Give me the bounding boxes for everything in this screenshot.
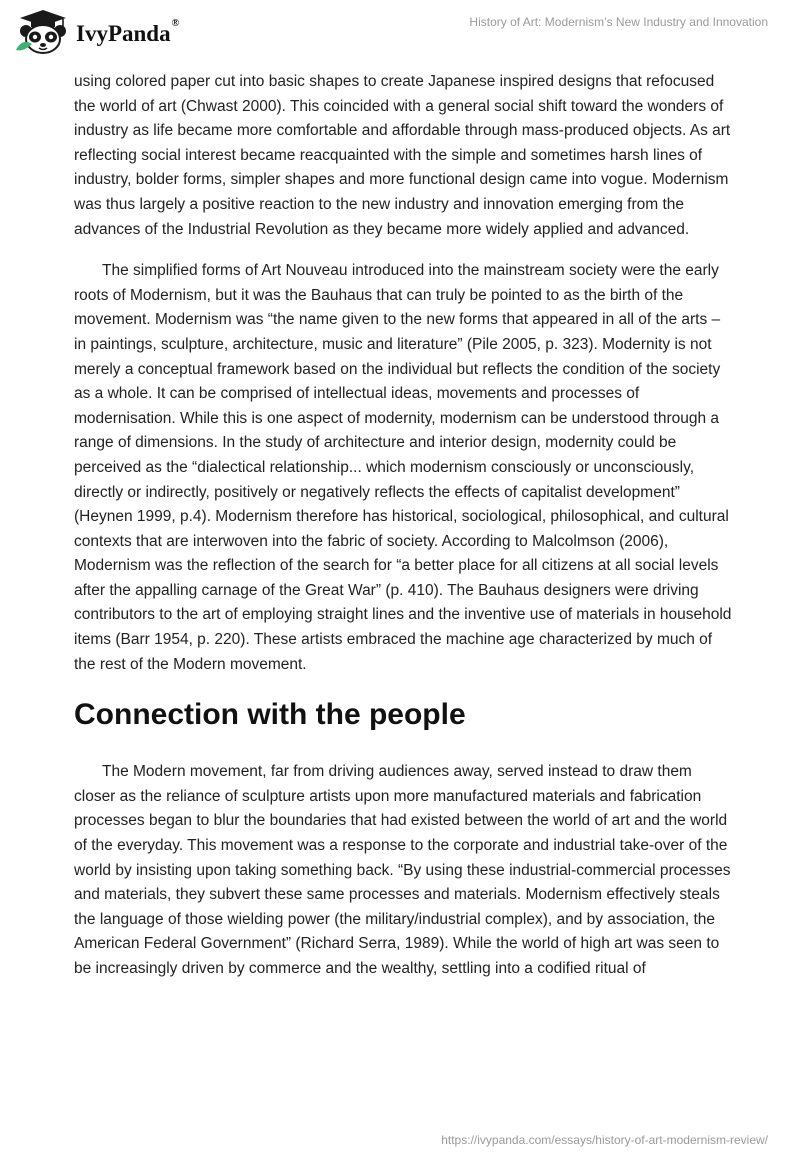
paragraph-2: The simplified forms of Art Nouveau introduced into the mainstream society were the early roots of Modernism, but it was the Bauhaus that can truly be pointed to as the birth of the movement. Modernism was “the name given to the new forms that appeared in all of the arts – in paintings, sculpture, architecture, music and literature” (Pile 2005, p. 323). Modernity is not merely a conceptual framework based on the individual but reflects the condition of the society as a whole. It can be comprised of intellectual ideas, movements and processes of modernisation. While this is one aspect of modernity, modernism can be understood through a range of dimensions. In the study of architecture and interior design, modernity could be perceived as the “dialectical relationship... which modernism consciously or unconsciously, directly or indirectly, positively or negatively reflects the effects of capitalist development” (Heynen 1999, p.4). Modernism therefore has historical, sociological, philosophical, and cultural contexts that are interwoven into the fabric of society. According to Malcolmson (2006), Modernism was the reflection of the search for “a better place for all citizens at all social levels after the appalling carnage of the Great War” (p. 410). The Bauhaus designers were driving contributors to the art of employing straight lines and the inventive use of materials in household items (Barr 1954, p. 220). These artists embraced the machine age characterized by much of the rest of the Modern movement. [74, 262, 732, 673]
page-header [0, 0, 800, 60]
section-heading: Connection with the people [74, 698, 466, 732]
document-title: History of Art: Modernism’s New Industry and Innovation [469, 15, 768, 29]
article-body [74, 70, 734, 999]
brand-name: IvyPanda® [76, 18, 180, 46]
ivypanda-logo[interactable] [14, 8, 179, 56]
panda-graduate-icon [14, 8, 72, 56]
registered-mark: ® [171, 18, 180, 29]
source-url[interactable]: https://ivypanda.com/essays/history-of-art-modernism-review/ [441, 1133, 768, 1147]
paragraph-3: The Modern movement, far from driving audiences away, served instead to draw them closer as the reliance of sculpture artists upon more manufactured materials and fabrication processes began to blur the boundaries that had existed between the world of art and the world of the everyday. This movement was a response to the corporate and industrial take-over of the world by insisting upon taking something back. “By using these industrial-commercial processes and materials, they subvert these same processes and materials. Modernism effectively steals the language of those wielding power (the military/industrial complex), and by association, the American Federal Government” (Richard Serra, 1989). While the world of high art was seen to be increasingly driven by commerce and the wealthy, settling into a codified ritual of [74, 763, 731, 977]
paragraph-1: using colored paper cut into basic shapes to create Japanese inspired designs that refocused the world of art (Chwast 2000). This coincided with a general social shift toward the wonders of industry as life became more comfortable and affordable through mass-produced objects. As art reflecting social interest became reacquainted with the simple and sometimes harsh lines of industry, bolder forms, simpler shapes and more functional design came into vogue. Modernism was thus largely a positive reaction to the new industry and innovation emerging from the advances of the Industrial Revolution as they became more widely applied and advanced. [74, 73, 731, 238]
